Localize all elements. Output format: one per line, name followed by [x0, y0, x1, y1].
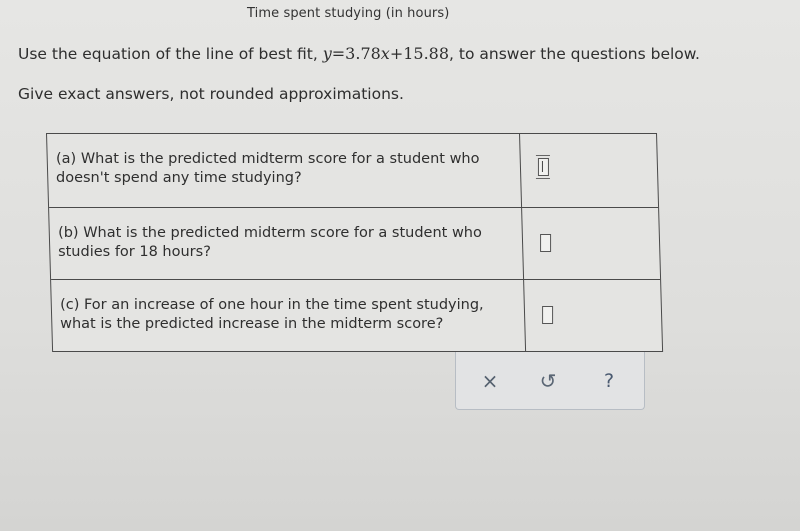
answer-toolbar [455, 352, 645, 410]
text-cursor [542, 161, 543, 172]
questions-table [46, 133, 663, 352]
answer-c-input[interactable] [542, 306, 553, 324]
column-divider [519, 134, 522, 207]
help-button[interactable] [589, 366, 629, 396]
answer-a-input[interactable] [538, 158, 549, 176]
question-c-text: (c) For an increase of one hour in the time spent studying, what is the predicted increase in the midterm score? [60, 297, 484, 332]
question-a-text: (a) What is the predicted midterm score for a student who doesn't spend any time studying? [56, 151, 480, 186]
equation [323, 44, 449, 63]
equation-suffix: +15.88 [389, 44, 450, 63]
question-row-b [49, 208, 660, 280]
help-icon: ? [603, 370, 615, 392]
equation-y: y [322, 44, 332, 63]
column-divider [523, 280, 526, 351]
undo-icon: ↺ [539, 369, 557, 393]
instruction-line-1 [18, 44, 700, 63]
focus-mark-bottom [536, 178, 550, 179]
instruction-prefix: Use the equation of the line of best fit, [18, 45, 323, 63]
focus-mark-top [536, 155, 550, 156]
question-row-a [47, 134, 658, 208]
close-icon: × [481, 369, 499, 393]
instruction-line-2: Give exact answers, not rounded approximations. [18, 85, 404, 103]
column-divider [521, 208, 524, 279]
axis-caption: Time spent studying (in hours) [247, 6, 450, 21]
clear-button[interactable] [470, 366, 510, 396]
question-row-c [51, 280, 662, 351]
instruction-suffix: , to answer the questions below. [449, 45, 700, 63]
undo-button[interactable] [528, 366, 568, 396]
question-b-text: (b) What is the predicted midterm score for a student who studies for 18 hours? [58, 225, 482, 260]
answer-b-input[interactable] [540, 234, 551, 252]
equation-x: x [380, 44, 390, 63]
equation-middle: =3.78 [331, 44, 381, 63]
